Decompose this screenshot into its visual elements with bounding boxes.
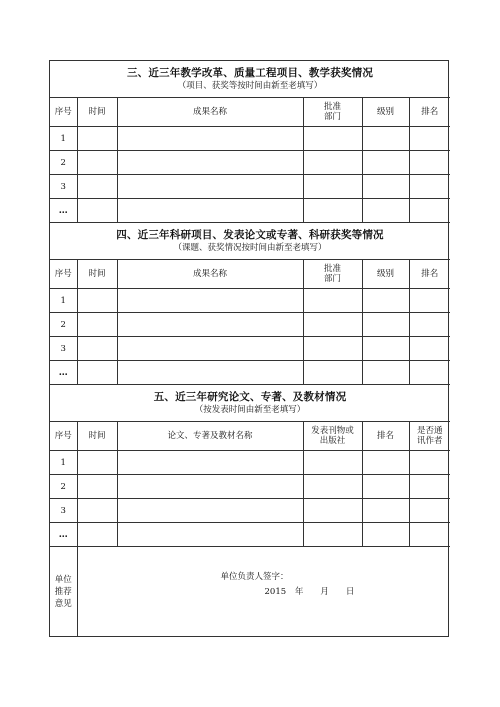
- table-cell[interactable]: [362, 499, 409, 523]
- s3-header-rank: 排名: [409, 98, 450, 127]
- table-cell[interactable]: [303, 361, 362, 385]
- table-cell[interactable]: [303, 475, 362, 499]
- table-cell[interactable]: [362, 313, 409, 337]
- table-cell[interactable]: [117, 337, 303, 361]
- table-cell[interactable]: [117, 475, 303, 499]
- table-cell[interactable]: [303, 289, 362, 313]
- table-cell[interactable]: [77, 199, 117, 223]
- s5-header-corresponding: 是否通 讯作者: [409, 422, 450, 451]
- s5-header-name: 论文、专著及教材名称: [117, 422, 303, 451]
- s5-row-index: 3: [50, 499, 77, 523]
- table-cell[interactable]: [362, 337, 409, 361]
- table-cell[interactable]: [303, 337, 362, 361]
- table-cell[interactable]: [409, 361, 450, 385]
- s4-header-dept: 批准 部门: [303, 260, 362, 289]
- table-cell[interactable]: [409, 337, 450, 361]
- s4-header-rank: 排名: [409, 260, 450, 289]
- table-cell[interactable]: [409, 199, 450, 223]
- table-cell[interactable]: [117, 361, 303, 385]
- table-cell[interactable]: [409, 475, 450, 499]
- s3-row-index: 3: [50, 175, 77, 199]
- section4-title-cell: [50, 223, 450, 260]
- table-cell[interactable]: [362, 175, 409, 199]
- table-cell[interactable]: [409, 289, 450, 313]
- table-cell[interactable]: [117, 127, 303, 151]
- table-cell[interactable]: [77, 361, 117, 385]
- table-cell[interactable]: [117, 151, 303, 175]
- signature-label: 单位负责人签字：: [220, 572, 289, 582]
- s5-header-rank: 排名: [362, 422, 409, 451]
- section4-subtitle: （课题、获奖情况按时间由新至老填写）: [173, 242, 327, 253]
- table-cell[interactable]: [77, 337, 117, 361]
- table-cell[interactable]: [409, 151, 450, 175]
- table-cell[interactable]: [362, 127, 409, 151]
- table-cell[interactable]: [303, 127, 362, 151]
- table-cell[interactable]: [303, 175, 362, 199]
- table-cell[interactable]: [77, 475, 117, 499]
- table-cell[interactable]: [409, 313, 450, 337]
- section3-title-cell: [50, 61, 450, 98]
- s3-header-level: 级别: [362, 98, 409, 127]
- table-cell[interactable]: [77, 451, 117, 475]
- form-table: [50, 61, 450, 636]
- table-cell[interactable]: [362, 151, 409, 175]
- s3-row-index: 2: [50, 151, 77, 175]
- table-cell[interactable]: [303, 499, 362, 523]
- table-cell[interactable]: [409, 499, 450, 523]
- table-cell[interactable]: [303, 313, 362, 337]
- table-cell[interactable]: [409, 127, 450, 151]
- table-cell[interactable]: [77, 499, 117, 523]
- recommendation-area[interactable]: [77, 547, 450, 637]
- table-cell[interactable]: [409, 451, 450, 475]
- table-cell[interactable]: [362, 451, 409, 475]
- table-cell[interactable]: [117, 175, 303, 199]
- table-cell[interactable]: [117, 199, 303, 223]
- application-form: [49, 60, 449, 637]
- section4-title: 四、近三年科研项目、发表论文或专著、科研获奖等情况: [116, 228, 384, 241]
- s4-row-index: 1: [50, 289, 77, 313]
- recommendation-label: 单位 推荐 意见: [50, 547, 77, 637]
- table-cell[interactable]: [117, 313, 303, 337]
- s3-header-name: 成果名称: [117, 98, 303, 127]
- s5-row-index: 1: [50, 451, 77, 475]
- s5-row-ellipsis: …: [50, 523, 77, 547]
- s5-header-time: 时间: [77, 422, 117, 451]
- section5-title-cell: [50, 385, 450, 422]
- date-label: 2015 年 月 日: [264, 587, 355, 597]
- table-cell[interactable]: [303, 451, 362, 475]
- table-cell[interactable]: [362, 289, 409, 313]
- s5-row-index: 2: [50, 475, 77, 499]
- section5-title: 五、近三年研究论文、专著、及教材情况: [153, 390, 347, 403]
- table-cell[interactable]: [117, 499, 303, 523]
- table-cell[interactable]: [303, 151, 362, 175]
- table-cell[interactable]: [362, 523, 409, 547]
- s4-row-index: 2: [50, 313, 77, 337]
- s4-row-ellipsis: …: [50, 361, 77, 385]
- s3-row-ellipsis: …: [50, 199, 77, 223]
- s4-header-index: 序号: [50, 260, 77, 289]
- table-cell[interactable]: [362, 475, 409, 499]
- table-cell[interactable]: [77, 313, 117, 337]
- s3-row-index: 1: [50, 127, 77, 151]
- s4-row-index: 3: [50, 337, 77, 361]
- s3-header-index: 序号: [50, 98, 77, 127]
- table-cell[interactable]: [303, 523, 362, 547]
- table-cell[interactable]: [303, 199, 362, 223]
- s5-header-publisher: 发表刊物或 出版社: [303, 422, 362, 451]
- table-cell[interactable]: [77, 127, 117, 151]
- s3-header-time: 时间: [77, 98, 117, 127]
- table-cell[interactable]: [77, 175, 117, 199]
- s4-header-level: 级别: [362, 260, 409, 289]
- s4-header-time: 时间: [77, 260, 117, 289]
- table-cell[interactable]: [117, 523, 303, 547]
- s3-header-dept: 批准 部门: [303, 98, 362, 127]
- table-cell[interactable]: [77, 289, 117, 313]
- table-cell[interactable]: [117, 289, 303, 313]
- table-cell[interactable]: [409, 523, 450, 547]
- table-cell[interactable]: [77, 151, 117, 175]
- table-cell[interactable]: [117, 451, 303, 475]
- table-cell[interactable]: [362, 199, 409, 223]
- table-cell[interactable]: [362, 361, 409, 385]
- table-cell[interactable]: [409, 175, 450, 199]
- section5-subtitle: （按发表时间由新至老填写）: [194, 404, 306, 415]
- s5-header-index: 序号: [50, 422, 77, 451]
- section3-subtitle: （项目、获奖等按时间由新至老填写）: [177, 80, 323, 91]
- table-cell[interactable]: [77, 523, 117, 547]
- section3-title: 三、近三年教学改革、质量工程项目、教学获奖情况: [126, 66, 374, 79]
- s4-header-name: 成果名称: [117, 260, 303, 289]
